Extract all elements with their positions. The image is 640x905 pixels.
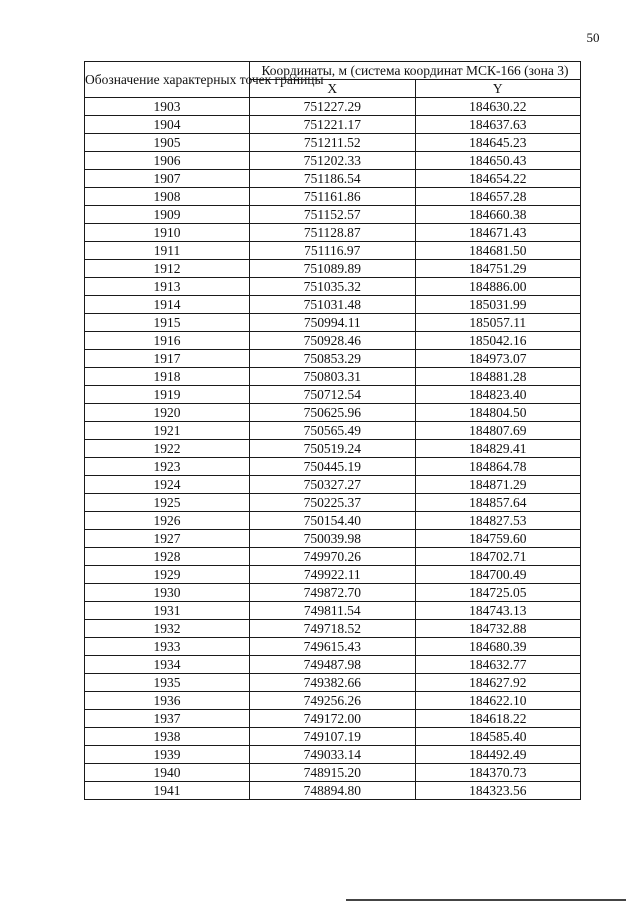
point-id-cell: 1927: [85, 530, 250, 548]
point-id-cell: 1921: [85, 422, 250, 440]
y-coordinate-cell: 184650.43: [415, 152, 581, 170]
y-coordinate-cell: 185057.11: [415, 314, 581, 332]
table-row: [85, 692, 581, 710]
y-coordinate-cell: 184660.38: [415, 206, 581, 224]
y-coordinate-cell: 184585.40: [415, 728, 581, 746]
x-coordinate-cell: 749033.14: [250, 746, 416, 764]
table-row: [85, 656, 581, 674]
x-coordinate-cell: 750712.54: [250, 386, 416, 404]
table-row: [85, 350, 581, 368]
y-coordinate-cell: 184973.07: [415, 350, 581, 368]
point-id-cell: 1914: [85, 296, 250, 314]
point-id-cell: 1915: [85, 314, 250, 332]
y-coordinate-cell: 184632.77: [415, 656, 581, 674]
x-coordinate-cell: 749872.70: [250, 584, 416, 602]
header-coordinates-group: Координаты, м (система координат МСК-166 (зона 3): [250, 62, 581, 80]
table-row: [85, 476, 581, 494]
table-row: [85, 296, 581, 314]
table-row: [85, 440, 581, 458]
x-coordinate-cell: 750039.98: [250, 530, 416, 548]
x-coordinate-cell: 750803.31: [250, 368, 416, 386]
table-row: [85, 116, 581, 134]
point-id-cell: 1912: [85, 260, 250, 278]
y-coordinate-cell: 185042.16: [415, 332, 581, 350]
y-coordinate-cell: 184645.23: [415, 134, 581, 152]
y-coordinate-cell: 184622.10: [415, 692, 581, 710]
y-coordinate-cell: 184725.05: [415, 584, 581, 602]
point-id-cell: 1919: [85, 386, 250, 404]
x-coordinate-cell: 750445.19: [250, 458, 416, 476]
point-id-cell: 1920: [85, 404, 250, 422]
point-id-cell: 1906: [85, 152, 250, 170]
table-row: [85, 314, 581, 332]
x-coordinate-cell: 750994.11: [250, 314, 416, 332]
y-coordinate-cell: 184827.53: [415, 512, 581, 530]
table-row: [85, 98, 581, 116]
y-coordinate-cell: 184702.71: [415, 548, 581, 566]
y-coordinate-cell: 185031.99: [415, 296, 581, 314]
table-row: [85, 386, 581, 404]
y-coordinate-cell: 184857.64: [415, 494, 581, 512]
point-id-cell: 1910: [85, 224, 250, 242]
x-coordinate-cell: 750225.37: [250, 494, 416, 512]
table-row: [85, 404, 581, 422]
x-coordinate-cell: 749811.54: [250, 602, 416, 620]
x-coordinate-cell: 749615.43: [250, 638, 416, 656]
point-id-cell: 1925: [85, 494, 250, 512]
point-id-cell: 1909: [85, 206, 250, 224]
y-coordinate-cell: 184654.22: [415, 170, 581, 188]
page-number: 50: [586, 30, 600, 45]
x-coordinate-cell: 750154.40: [250, 512, 416, 530]
table-row: [85, 548, 581, 566]
coordinates-table: [84, 61, 581, 800]
y-coordinate-cell: 184804.50: [415, 404, 581, 422]
table-row: [85, 332, 581, 350]
point-id-cell: 1941: [85, 782, 250, 800]
table-row: [85, 134, 581, 152]
x-coordinate-cell: 750928.46: [250, 332, 416, 350]
point-id-cell: 1916: [85, 332, 250, 350]
y-coordinate-cell: 184807.69: [415, 422, 581, 440]
y-coordinate-cell: 184759.60: [415, 530, 581, 548]
y-coordinate-cell: 184751.29: [415, 260, 581, 278]
x-coordinate-cell: 751089.89: [250, 260, 416, 278]
x-coordinate-cell: 751227.29: [250, 98, 416, 116]
table-header: [85, 62, 581, 98]
point-id-cell: 1917: [85, 350, 250, 368]
table-row: [85, 602, 581, 620]
table-row: [85, 368, 581, 386]
x-coordinate-cell: 749256.26: [250, 692, 416, 710]
y-coordinate-cell: 184743.13: [415, 602, 581, 620]
x-coordinate-cell: 749718.52: [250, 620, 416, 638]
y-coordinate-cell: 184323.56: [415, 782, 581, 800]
x-coordinate-cell: 750327.27: [250, 476, 416, 494]
page-bottom-line: [346, 899, 626, 901]
x-coordinate-cell: 751161.86: [250, 188, 416, 206]
y-coordinate-cell: 184829.41: [415, 440, 581, 458]
y-coordinate-cell: 184637.63: [415, 116, 581, 134]
point-id-cell: 1923: [85, 458, 250, 476]
point-id-cell: 1932: [85, 620, 250, 638]
y-coordinate-cell: 184680.39: [415, 638, 581, 656]
point-id-cell: 1926: [85, 512, 250, 530]
x-coordinate-cell: 751221.17: [250, 116, 416, 134]
x-coordinate-cell: 749922.11: [250, 566, 416, 584]
table-row: [85, 566, 581, 584]
table-body: [85, 98, 581, 800]
table-row: [85, 530, 581, 548]
table-row: [85, 674, 581, 692]
x-coordinate-cell: 751152.57: [250, 206, 416, 224]
table-row: [85, 242, 581, 260]
table-row: [85, 728, 581, 746]
y-coordinate-cell: 184886.00: [415, 278, 581, 296]
y-coordinate-cell: 184370.73: [415, 764, 581, 782]
point-id-cell: 1935: [85, 674, 250, 692]
point-id-cell: 1911: [85, 242, 250, 260]
x-coordinate-cell: 751035.32: [250, 278, 416, 296]
point-id-cell: 1928: [85, 548, 250, 566]
table-row: [85, 782, 581, 800]
x-coordinate-cell: 749970.26: [250, 548, 416, 566]
y-coordinate-cell: 184871.29: [415, 476, 581, 494]
x-coordinate-cell: 751116.97: [250, 242, 416, 260]
table-row: [85, 206, 581, 224]
table-row: [85, 746, 581, 764]
table-row: [85, 620, 581, 638]
x-coordinate-cell: 749107.19: [250, 728, 416, 746]
point-id-cell: 1918: [85, 368, 250, 386]
table-row: [85, 422, 581, 440]
point-id-cell: 1903: [85, 98, 250, 116]
table-row: [85, 512, 581, 530]
x-coordinate-cell: 751211.52: [250, 134, 416, 152]
y-coordinate-cell: 184881.28: [415, 368, 581, 386]
y-coordinate-cell: 184732.88: [415, 620, 581, 638]
point-id-cell: 1938: [85, 728, 250, 746]
y-coordinate-cell: 184823.40: [415, 386, 581, 404]
x-coordinate-cell: 751031.48: [250, 296, 416, 314]
y-coordinate-cell: 184492.49: [415, 746, 581, 764]
point-id-cell: 1908: [85, 188, 250, 206]
point-id-cell: 1907: [85, 170, 250, 188]
x-coordinate-cell: 751202.33: [250, 152, 416, 170]
x-coordinate-cell: 750853.29: [250, 350, 416, 368]
point-id-cell: 1934: [85, 656, 250, 674]
y-coordinate-cell: 184657.28: [415, 188, 581, 206]
table-row: [85, 152, 581, 170]
point-id-cell: 1939: [85, 746, 250, 764]
header-row-main: [85, 62, 581, 80]
y-coordinate-cell: 184618.22: [415, 710, 581, 728]
y-coordinate-cell: 184627.92: [415, 674, 581, 692]
table-row: [85, 224, 581, 242]
header-y: Y: [415, 80, 581, 98]
point-id-cell: 1930: [85, 584, 250, 602]
table-row: [85, 260, 581, 278]
point-id-cell: 1922: [85, 440, 250, 458]
table-row: [85, 764, 581, 782]
table-row: [85, 278, 581, 296]
x-coordinate-cell: 749487.98: [250, 656, 416, 674]
table-row: [85, 458, 581, 476]
x-coordinate-cell: 750519.24: [250, 440, 416, 458]
x-coordinate-cell: 750625.96: [250, 404, 416, 422]
y-coordinate-cell: 184630.22: [415, 98, 581, 116]
y-coordinate-cell: 184864.78: [415, 458, 581, 476]
point-id-cell: 1937: [85, 710, 250, 728]
point-id-cell: 1904: [85, 116, 250, 134]
x-coordinate-cell: 748915.20: [250, 764, 416, 782]
table-row: [85, 710, 581, 728]
table-row: [85, 188, 581, 206]
header-point-designation: Обозначение характерных точек границы: [85, 62, 250, 98]
table-row: [85, 638, 581, 656]
y-coordinate-cell: 184681.50: [415, 242, 581, 260]
point-id-cell: 1931: [85, 602, 250, 620]
point-id-cell: 1933: [85, 638, 250, 656]
table-row: [85, 584, 581, 602]
point-id-cell: 1940: [85, 764, 250, 782]
x-coordinate-cell: 749172.00: [250, 710, 416, 728]
point-id-cell: 1936: [85, 692, 250, 710]
x-coordinate-cell: 749382.66: [250, 674, 416, 692]
x-coordinate-cell: 751128.87: [250, 224, 416, 242]
y-coordinate-cell: 184671.43: [415, 224, 581, 242]
point-id-cell: 1924: [85, 476, 250, 494]
y-coordinate-cell: 184700.49: [415, 566, 581, 584]
x-coordinate-cell: 751186.54: [250, 170, 416, 188]
point-id-cell: 1929: [85, 566, 250, 584]
x-coordinate-cell: 748894.80: [250, 782, 416, 800]
point-id-cell: 1905: [85, 134, 250, 152]
header-x: X: [250, 80, 416, 98]
table-row: [85, 170, 581, 188]
table-row: [85, 494, 581, 512]
point-id-cell: 1913: [85, 278, 250, 296]
x-coordinate-cell: 750565.49: [250, 422, 416, 440]
